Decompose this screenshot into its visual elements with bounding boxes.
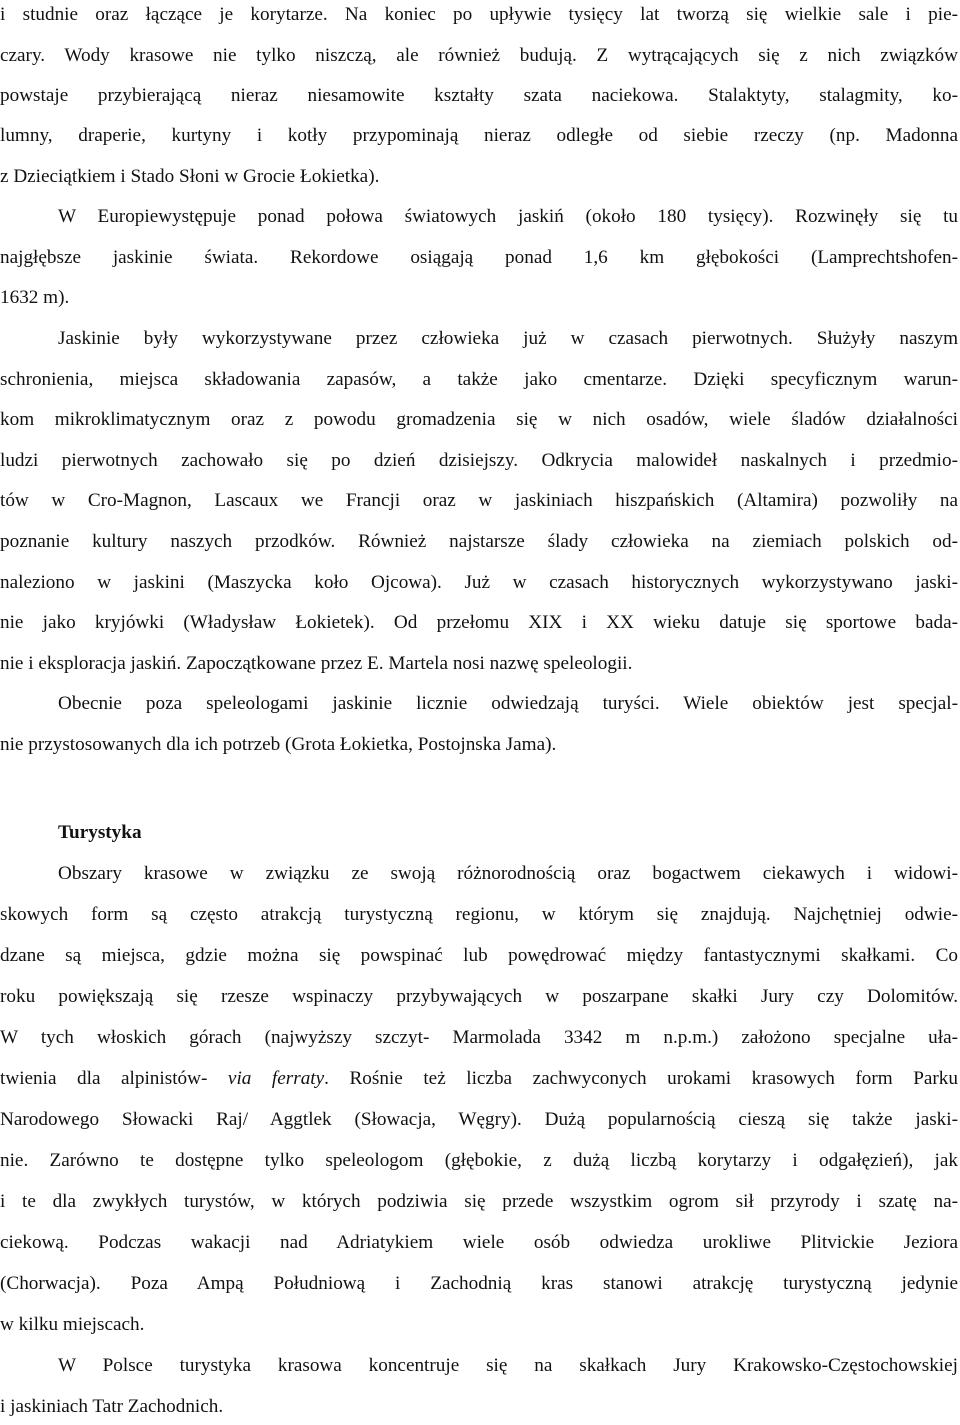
text-line: i te dla zwykłych turystów, w których podziwia się przede wszystkim ogrom sił przyrody i szatę na- bbox=[0, 1191, 958, 1212]
text-line: ludzi pierwotnych zachowało się po dzień dzisiejszy. Odkrycia malowideł naskalnych i przedmio- bbox=[0, 450, 958, 471]
text-segment: . Rośnie też liczba zachwyconych urokami krasowych form Parku bbox=[324, 1068, 958, 1089]
text-line: tów w Cro-Magnon, Lascaux we Francji oraz w jaskiniach hiszpańskich (Altamira) pozwoliły na bbox=[0, 490, 958, 511]
text-line: kom mikroklimatycznym oraz z powodu gromadzenia się w nich osadów, wiele śladów działalności bbox=[0, 409, 958, 430]
text-line: Narodowego Słowacki Raj/ Aggtlek (Słowacja, Węgry). Dużą popularnością cieszą się także jaski- bbox=[0, 1109, 958, 1130]
text-line: z Dzieciątkiem i Stado Słoni w Grocie Łokietka). bbox=[0, 166, 380, 187]
text-line: nie przystosowanych dla ich potrzeb (Grota Łokietka, Postojnska Jama). bbox=[0, 734, 557, 755]
text-line: ciekową. Podczas wakacji nad Adriatykiem wiele osób odwiedza urokliwe Plitvickie Jeziora bbox=[0, 1232, 958, 1253]
text-line: schronienia, miejsca składowania zapasów, a także jako cmentarze. Dzięki specyficznym warun- bbox=[0, 369, 958, 390]
text-line: Jaskinie były wykorzystywane przez człowieka już w czasach pierwotnych. Służyły naszym bbox=[58, 328, 958, 349]
text-line: skowych form są często atrakcją turystyczną regionu, w którym się znajdują. Najchętniej odwie- bbox=[0, 904, 958, 925]
text-line: roku powiększają się rzesze wspinaczy przybywających w poszarpane skałki Jury czy Dolomitów. bbox=[0, 986, 958, 1007]
text-line: najgłębsze jaskinie świata. Rekordowe osiągają ponad 1,6 km głębokości (Lamprechtshofen- bbox=[0, 247, 958, 268]
text-line: naleziono w jaskini (Maszycka koło Ojcowa). Już w czasach historycznych wykorzystywano jaski- bbox=[0, 572, 958, 593]
text-line: lumny, draperie, kurtyny i kotły przypominają nieraz odległe od siebie rzeczy (np. Madonna bbox=[0, 125, 958, 146]
text-line: dzane są miejsca, gdzie można się powspinać lub powędrować między fantastycznymi skałkami. Co bbox=[0, 945, 958, 966]
text-line: czary. Wody krasowe nie tylko niszczą, ale również budują. Z wytrącających się z nich związków bbox=[0, 45, 958, 66]
text-line: w kilku miejscach. bbox=[0, 1314, 145, 1335]
text-line: nie jako kryjówki (Władysław Łokietek). Od przełomu XIX i XX wieku datuje się sportowe bada- bbox=[0, 612, 958, 633]
italic-term: via ferraty bbox=[227, 1068, 325, 1089]
text-line: W Polsce turystyka krasowa koncentruje się na skałkach Jury Krakowsko-Częstochowskiej bbox=[58, 1355, 958, 1376]
text-line: 1632 m). bbox=[0, 287, 70, 308]
text-line-mixed bbox=[0, 1062, 958, 1096]
text-line: nie. Zarówno te dostępne tylko speleologom (głębokie, z dużą liczbą korytarzy i odgałęzień), jak bbox=[0, 1150, 958, 1171]
text-line: W tych włoskich górach (najwyższy szczyt- Marmolada 3342 m n.p.m.) założono specjalne uła- bbox=[0, 1027, 958, 1048]
text-segment: twienia dla alpinistów- bbox=[0, 1068, 228, 1089]
text-line: nie i eksploracja jaskiń. Zapoczątkowane przez E. Martela nosi nazwę speleologii. bbox=[0, 653, 633, 674]
text-line: Obecnie poza speleologami jaskinie licznie odwiedzają turyści. Wiele obiektów jest specjal- bbox=[58, 693, 958, 714]
section-heading: Turystyka bbox=[58, 822, 142, 843]
text-line: i jaskiniach Tatr Zachodnich. bbox=[0, 1396, 224, 1417]
text-line: powstaje przybierającą nieraz niesamowite kształty szata naciekowa. Stalaktyty, stalagmity, ko- bbox=[0, 85, 958, 106]
text-line: poznanie kultury naszych przodków. Również najstarsze ślady człowieka na ziemiach polskich od- bbox=[0, 531, 958, 552]
text-line: Obszary krasowe w związku ze swoją różnorodnością oraz bogactwem ciekawych i widowi- bbox=[58, 863, 958, 884]
text-line: i studnie oraz łączące je korytarze. Na koniec po upływie tysięcy lat tworzą się wielkie sale i pie- bbox=[0, 4, 958, 25]
text-line: (Chorwacja). Poza Ampą Południową i Zachodnią kras stanowi atrakcję turystyczną jedynie bbox=[0, 1273, 958, 1294]
text-line: W Europiewystępuje ponad połowa światowych jaskiń (około 180 tysięcy). Rozwinęły się tu bbox=[58, 206, 958, 227]
